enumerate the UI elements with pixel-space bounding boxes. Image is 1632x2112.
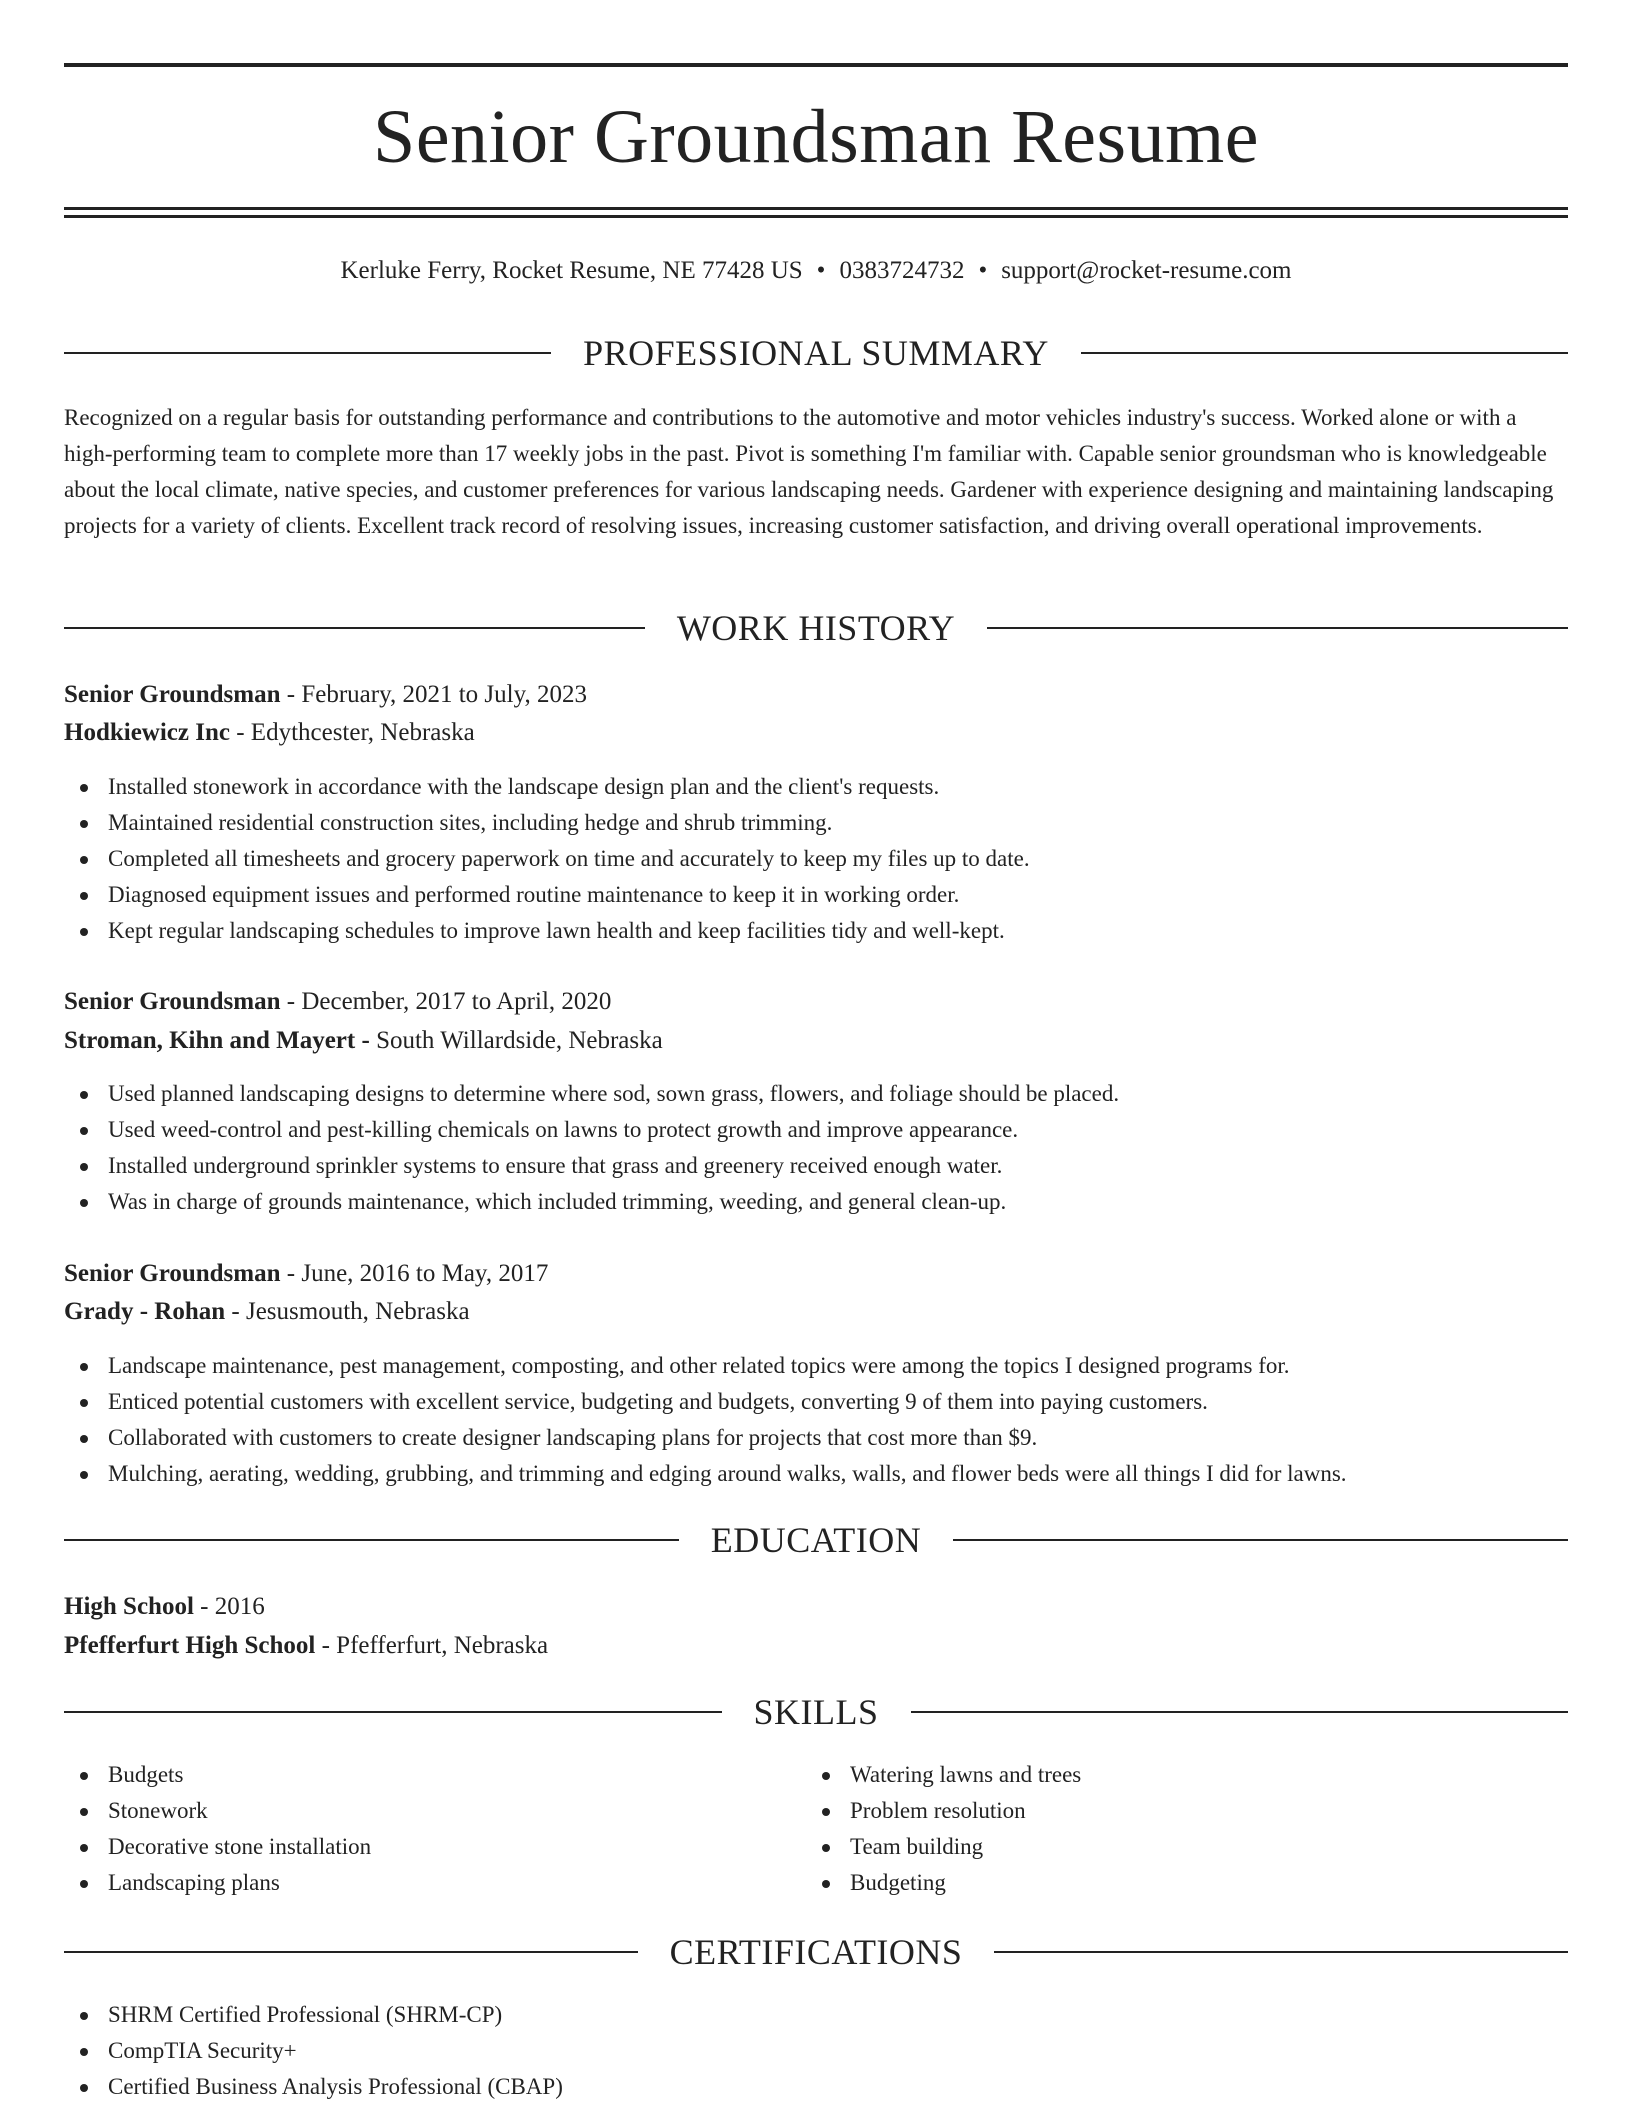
- header-double-rule-upper: [64, 207, 1568, 210]
- header-double-rule-lower: [64, 215, 1568, 218]
- list-item: Enticed potential customers with excellent service, budgeting and budgets, converting 9 of them into paying customers.: [108, 1384, 1347, 1420]
- resume-title: Senior Groundsman Resume: [373, 95, 1259, 179]
- list-item: Installed underground sprinkler systems to ensure that grass and greenery received enough water.: [108, 1148, 1119, 1184]
- education-location: - Pfefferfurt, Nebraska: [315, 1632, 549, 1659]
- section-title-skills: SKILLS: [753, 1692, 879, 1732]
- job-company: Hodkiewicz Inc: [64, 719, 230, 746]
- job-2-duties: [64, 1076, 1119, 1220]
- job-location: South Willardside, Nebraska: [369, 1027, 663, 1054]
- list-item: Was in charge of grounds maintenance, which included trimming, weeding, and general clean-up.: [108, 1184, 1119, 1220]
- job-dates: - June, 2016 to May, 2017: [280, 1260, 549, 1287]
- certifications-list: [64, 1997, 563, 2105]
- education-degree-line: [64, 1589, 1568, 1625]
- education-school: Pfefferfurt High School: [64, 1632, 316, 1659]
- list-item: Budgets: [108, 1757, 371, 1793]
- list-item: Landscaping plans: [108, 1865, 371, 1901]
- heading-rule-left: [64, 627, 645, 629]
- heading-rule-left: [64, 1951, 638, 1953]
- list-item: Collaborated with customers to create designer landscaping plans for projects that cost more than $9.: [108, 1420, 1347, 1456]
- list-item: Maintained residential construction sites, including hedge and shrub trimming.: [108, 805, 1030, 841]
- job-1-company-line: [64, 715, 1568, 751]
- list-item: Team building: [850, 1829, 1081, 1865]
- job-3-title-line: [64, 1256, 1568, 1292]
- heading-rule-right: [994, 1951, 1568, 1953]
- job-1-duties: [64, 769, 1030, 949]
- education-degree: High School: [64, 1593, 194, 1620]
- contact-line: [64, 254, 1568, 288]
- list-item: Landscape maintenance, pest management, composting, and other related topics were among the topics I designed programs for.: [108, 1348, 1347, 1384]
- summary-text: Recognized on a regular basis for outstanding performance and contributions to the automotive and motor vehicles industry's success. Worked alone or with a high-performing team to complete more than 17 weekly jobs in the past. Pivot is something I'm familiar with. Capable senior groundsman who is knowledgeable about the local climate, native species, and customer preferences for various landscaping needs. Gardener with experience designing and maintaining landscaping projects for a variety of clients. Excellent track record of resolving issues, increasing customer satisfaction, and driving overall operational improvements.: [64, 405, 1554, 538]
- heading-rule-right: [1081, 352, 1568, 354]
- list-item: Completed all timesheets and grocery paperwork on time and accurately to keep my files up to date.: [108, 841, 1030, 877]
- contact-address: Kerluke Ferry, Rocket Resume, NE 77428 US: [340, 257, 803, 284]
- heading-rule-right: [953, 1539, 1568, 1541]
- contact-phone: 0383724732: [839, 257, 965, 284]
- job-title: Senior Groundsman: [64, 988, 281, 1015]
- job-1-title-line: [64, 677, 1568, 713]
- section-heading-certifications: [64, 1930, 1568, 1974]
- job-company: Stroman, Kihn and Mayert -: [64, 1027, 370, 1054]
- job-2-title-line: [64, 984, 1568, 1020]
- job-2-company-line: [64, 1023, 1568, 1059]
- job-location: - Jesusmouth, Nebraska: [225, 1298, 470, 1325]
- heading-rule-right: [987, 627, 1568, 629]
- list-item: Kept regular landscaping schedules to improve lawn health and keep facilities tidy and well-kept.: [108, 913, 1030, 949]
- list-item: SHRM Certified Professional (SHRM-CP): [108, 1997, 563, 2033]
- list-item: Watering lawns and trees: [850, 1757, 1081, 1793]
- contact-separator: •: [816, 257, 826, 284]
- job-3-company-line: [64, 1294, 1568, 1330]
- section-heading-summary: [64, 331, 1568, 375]
- list-item: Diagnosed equipment issues and performed routine maintenance to keep it in working order.: [108, 877, 1030, 913]
- heading-rule-left: [64, 352, 551, 354]
- heading-rule-left: [64, 1711, 722, 1713]
- section-title-summary: PROFESSIONAL SUMMARY: [583, 333, 1049, 373]
- job-title: Senior Groundsman: [64, 1260, 281, 1287]
- list-item: Used weed-control and pest-killing chemicals on lawns to protect growth and improve appearance.: [108, 1112, 1119, 1148]
- list-item: Mulching, aerating, wedding, grubbing, and trimming and edging around walks, walls, and flower beds were all things I did for lawns.: [108, 1456, 1347, 1492]
- section-heading-work: [64, 606, 1568, 650]
- job-dates: - February, 2021 to July, 2023: [280, 681, 587, 708]
- section-title-work: WORK HISTORY: [676, 608, 956, 648]
- job-title: Senior Groundsman: [64, 681, 281, 708]
- heading-rule-left: [64, 1539, 679, 1541]
- section-heading-education: [64, 1518, 1568, 1562]
- list-item: Stonework: [108, 1793, 371, 1829]
- list-item: Decorative stone installation: [108, 1829, 371, 1865]
- contact-separator: •: [978, 257, 988, 284]
- list-item: Certified Business Analysis Professional (CBAP): [108, 2069, 563, 2105]
- list-item: Problem resolution: [850, 1793, 1081, 1829]
- section-title-education: EDUCATION: [710, 1520, 922, 1560]
- heading-rule-right: [911, 1711, 1569, 1713]
- list-item: Budgeting: [850, 1865, 1081, 1901]
- job-company: Grady - Rohan: [64, 1298, 226, 1325]
- list-item: Used planned landscaping designs to determine where sod, sown grass, flowers, and foliage should be placed.: [108, 1076, 1119, 1112]
- contact-email: support@rocket-resume.com: [1001, 257, 1292, 284]
- job-location: - Edythcester, Nebraska: [229, 719, 475, 746]
- skills-list-left: [64, 1757, 371, 1901]
- job-dates: - December, 2017 to April, 2020: [280, 988, 612, 1015]
- education-year: - 2016: [193, 1593, 265, 1620]
- section-heading-skills: [64, 1690, 1568, 1734]
- header-top-rule: [64, 63, 1568, 67]
- skills-list-right: [806, 1757, 1081, 1901]
- job-3-duties: [64, 1348, 1347, 1492]
- list-item: CompTIA Security+: [108, 2033, 563, 2069]
- education-school-line: [64, 1628, 1568, 1664]
- section-title-certifications: CERTIFICATIONS: [669, 1932, 963, 1972]
- list-item: Installed stonework in accordance with the landscape design plan and the client's requests.: [108, 769, 1030, 805]
